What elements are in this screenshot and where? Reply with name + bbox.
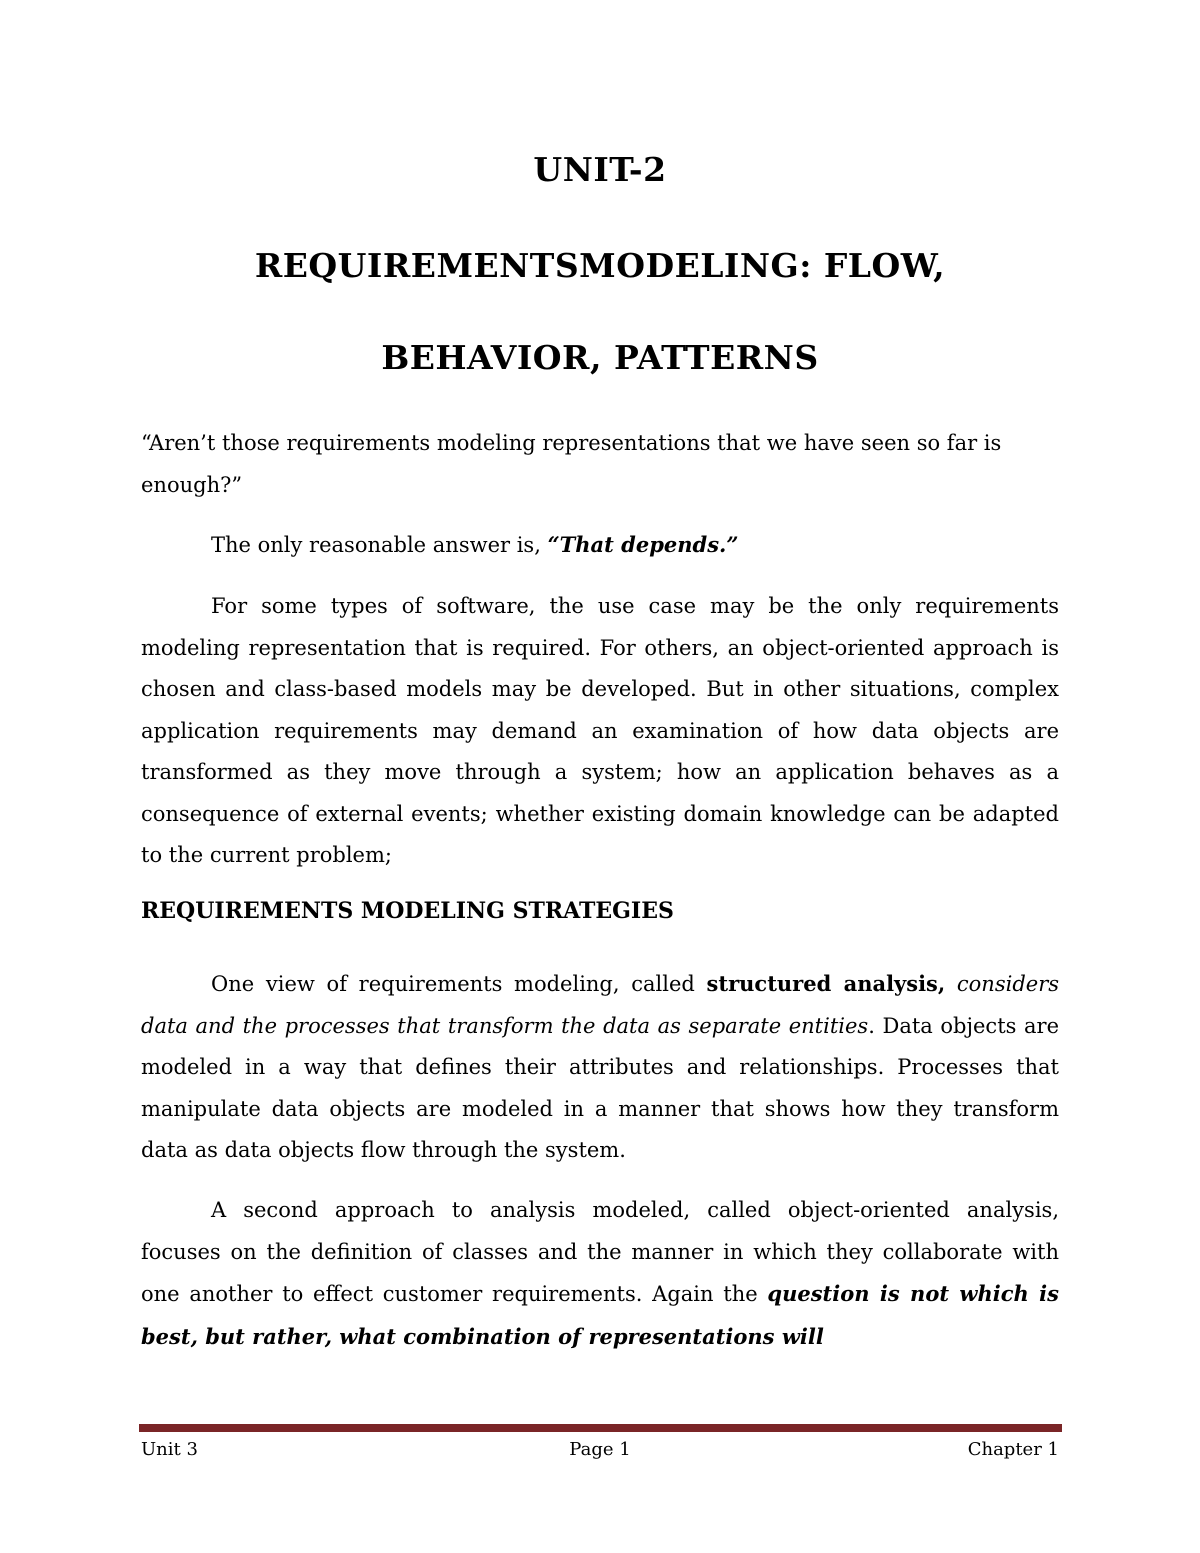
structured-prefix: One view of requirements modeling, called — [211, 972, 707, 996]
footer-chapter: Chapter 1 — [967, 1439, 1059, 1460]
chapter-title-line-2: BEHAVIOR, PATTERNS — [381, 338, 819, 377]
object-oriented-paragraph — [141, 1190, 1059, 1358]
depends-paragraph — [141, 524, 1059, 567]
oo-prefix: A second approach to analysis modeled, called object-oriented analysis, focuses on the definition of classes and the manner in which they collaborate with one another to effect customer requirements. Again the — [141, 1198, 1059, 1306]
footer-unit: Unit 3 — [141, 1439, 198, 1460]
structured-rest: . Data objects are modeled in a way that defines their attributes and relationships. Processes that manipulate data objects are modeled in a manner that shows how they transform data as data objects flow through the system. — [141, 1013, 1059, 1162]
depends-emphasis: “That depends.” — [547, 532, 739, 557]
footer-rule — [139, 1424, 1062, 1432]
intro-quote: “Aren’t those requirements modeling representations that we have seen so far is enough?” — [141, 431, 1002, 497]
unit-title: UNIT-2 — [533, 150, 667, 189]
structured-analysis-paragraph — [141, 963, 1059, 1172]
software-types-paragraph: For some types of software, the use case may be the only requirements modeling representation that is required. For others, an object-oriented approach is chosen and class-based models may be developed. But in other situations, complex application requirements may demand an examination of how data objects are transformed as they move through a system; how an application behaves as a consequence of external events; whether existing domain knowledge can be adapted to the current problem; — [141, 594, 1059, 867]
oo-emphasis: question is not which is best, but rather, what combination of representations will — [141, 1281, 1059, 1349]
structured-italic-text: considers data and the processes that transform the data as separate entities — [141, 972, 1060, 1038]
strategies-heading: REQUIREMENTS MODELING STRATEGIES — [141, 898, 674, 924]
chapter-title-line-1: REQUIREMENTSMODELING: FLOW, — [254, 246, 946, 285]
footer-page: Page 1 — [569, 1439, 631, 1460]
depends-prefix: The only reasonable answer is, — [211, 533, 548, 557]
structured-analysis-term: structured analysis, — [706, 971, 946, 996]
